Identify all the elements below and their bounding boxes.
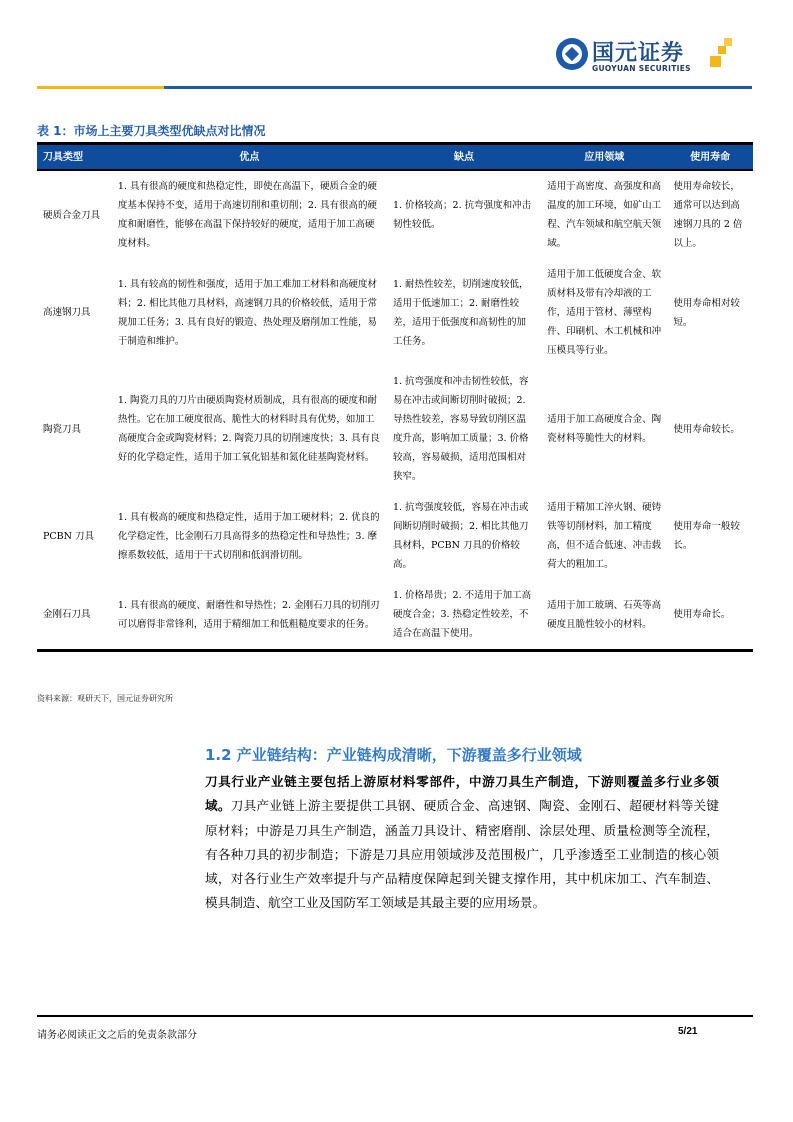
cell-advantages: 1. 具有很高的硬度、耐磨性和导热性；2. 金刚石刀具的切削刃可以磨得非常锋利，适用于精细加工和低粗糙度要求的任务。: [112, 580, 387, 651]
logo-square-icon: [724, 38, 732, 46]
cell-advantages: 1. 陶瓷刀具的刀片由硬质陶瓷材质制成，具有很高的硬度和耐热性。它在加工硬度很高、脆性大的材料时具有优势，如加工高硬度合金或陶瓷材料；2. 陶瓷刀具的切削速度快；3. 具有良好的化学稳定性，适用于加工氧化铝基和氮化硅基陶瓷材料。: [117, 395, 380, 463]
cell-lifespan: 使用寿命相对较短。: [673, 297, 740, 328]
column-header-applications: 应用领域: [541, 144, 667, 171]
logo-square-icon: [710, 56, 721, 67]
cell-type: 高速钢刀具: [43, 307, 91, 318]
logo-emblem-icon: [556, 38, 588, 70]
page-number: 5/21: [678, 1026, 698, 1037]
cell-applications: 适用于加工玻璃、石英等高硬度且脆性较小的材料。: [541, 580, 667, 651]
table-title: 表 1：市场上主要刀具类型优缺点对比情况: [37, 124, 266, 138]
cell-type: PCBN 刀具: [43, 530, 94, 542]
header-divider: [164, 86, 752, 89]
cell-applications: 适用于加工低硬度合金、软质材料及带有冷却液的工作，适用于管材、薄壁构件、印刷机、木工机械和冲压模具等行业。: [547, 269, 662, 356]
cell-lifespan: 使用寿命较长，通常可以达到高速钢刀具的 2 倍以上。: [673, 181, 743, 249]
cell-applications: 适用于高密度、高强度和高温度的加工环境，如矿山工程、汽车领域和航空航天领域。: [547, 181, 662, 249]
logo-square-icon: [718, 46, 726, 54]
table-row: [37, 580, 753, 651]
column-header-lifespan: 使用寿命: [667, 144, 753, 171]
cell-type: 金刚石刀具: [37, 580, 112, 651]
column-header-disadvantages: 缺点: [387, 144, 541, 171]
cell-type: 硬质合金刀具: [43, 209, 101, 221]
cell-disadvantages: 1. 价格较高；2. 抗弯强度和冲击韧性较低。: [392, 200, 532, 230]
column-header-advantages: 优点: [112, 144, 387, 171]
cell-advantages: 1. 具有很高的硬度和热稳定性，即使在高温下，硬质合金的硬度基本保持不变，适用于高速切削和重切削；2. 具有很高的硬度和耐磨性，能够在高温下保持较好的硬度，适用于加工高硬度材料。: [117, 181, 377, 249]
logo-english-name: GUOYUAN SECURITIES: [592, 64, 691, 73]
table-row: [37, 492, 753, 580]
section-paragraph: [205, 770, 719, 916]
table-header-row: [37, 144, 753, 171]
paragraph-lead: 刀具行业产业链主要包括上游原材料零部件，中游刀具生产制造，下游则覆盖多行业多领域。: [205, 774, 719, 814]
cell-disadvantages: 1. 耐热性较差，切削速度较低，适用于低速加工；2. 耐磨性较差，适用于低强度和高韧性的加工任务。: [392, 278, 529, 347]
cell-lifespan: 使用寿命较长。: [673, 423, 740, 435]
section-heading: 1.2 产业链结构：产业链构成清晰，下游覆盖多行业领域: [205, 746, 582, 764]
logo-chinese-name: 国元证券: [592, 41, 685, 66]
paragraph-body: 刀具产业链上游主要提供工具钢、硬质合金、高速钢、陶瓷、金刚石、超硬材料等关键原材料；中游是刀具生产制造，涵盖刀具设计、精密磨削、涂层处理、质量检测等全流程，有各种刀具的初步制造；下游是刀具应用领域涉及范围极广，几乎渗透至工业制造的核心领域，对各行业生产效率提升与产品精度保障起到关键支撑作用，其中机床加工、汽车制造、模具制造、航空工业及国防军工领域是其最主要的应用场景。: [205, 798, 720, 911]
cell-applications: 适用于精加工淬火钢、硬铸铁等切削材料，加工精度高，但不适合低速、冲击载荷大的粗加工。: [547, 502, 662, 570]
cell-applications: 适用于加工高硬度合金、陶瓷材料等脆性大的材料。: [547, 414, 662, 444]
cell-disadvantages: 1. 抗弯强度较低，容易在冲击或间断切削时破损；2. 相比其他刀具材料，PCBN 刀具的价格较高。: [392, 502, 529, 570]
table-row: [37, 366, 753, 492]
cell-advantages: 1. 具有极高的硬度和热稳定性，适用于加工硬材料；2. 优良的化学稳定性，比金刚石刀具高得多的热稳定性和导热性；3. 摩擦系数较低，适用于干式切削和低润滑切削。: [117, 511, 380, 561]
cell-lifespan: 使用寿命一般较长。: [673, 521, 740, 551]
cell-disadvantages: 1. 抗弯强度和冲击韧性较低，容易在冲击或间断切削时破损；2. 导热性较差，容易导致切削区温度升高，影响加工质量；3. 价格较高，容易破损，适用范围相对狭窄。: [392, 376, 529, 482]
table-row: [37, 259, 753, 366]
tool-comparison-table: [37, 142, 753, 652]
company-logo: [556, 36, 726, 78]
cell-disadvantages: 1. 价格昂贵；2. 不适用于加工高硬度合金；3. 热稳定性较差，不适合在高温下使用。: [387, 580, 541, 651]
column-header-type: 刀具类型: [37, 144, 112, 171]
header-divider-accent: [37, 86, 164, 89]
cell-type: 陶瓷刀具: [43, 423, 82, 435]
table-source-note: 资料来源：观研天下，国元证券研究所: [37, 694, 173, 703]
cell-advantages: 1. 具有较高的韧性和强度，适用于加工难加工材料和高硬度材料；2. 相比其他刀具材料，高速钢刀具的价格较低，适用于常规加工任务；3. 具有良好的锻造、热处理及磨削加工性能，易于制造和维护。: [117, 278, 377, 347]
cell-lifespan: 使用寿命长。: [667, 580, 753, 651]
table-row: [37, 170, 753, 259]
footer-divider: [37, 1015, 753, 1017]
footer-disclaimer: 请务必阅读正文之后的免责条款部分: [37, 1030, 197, 1041]
